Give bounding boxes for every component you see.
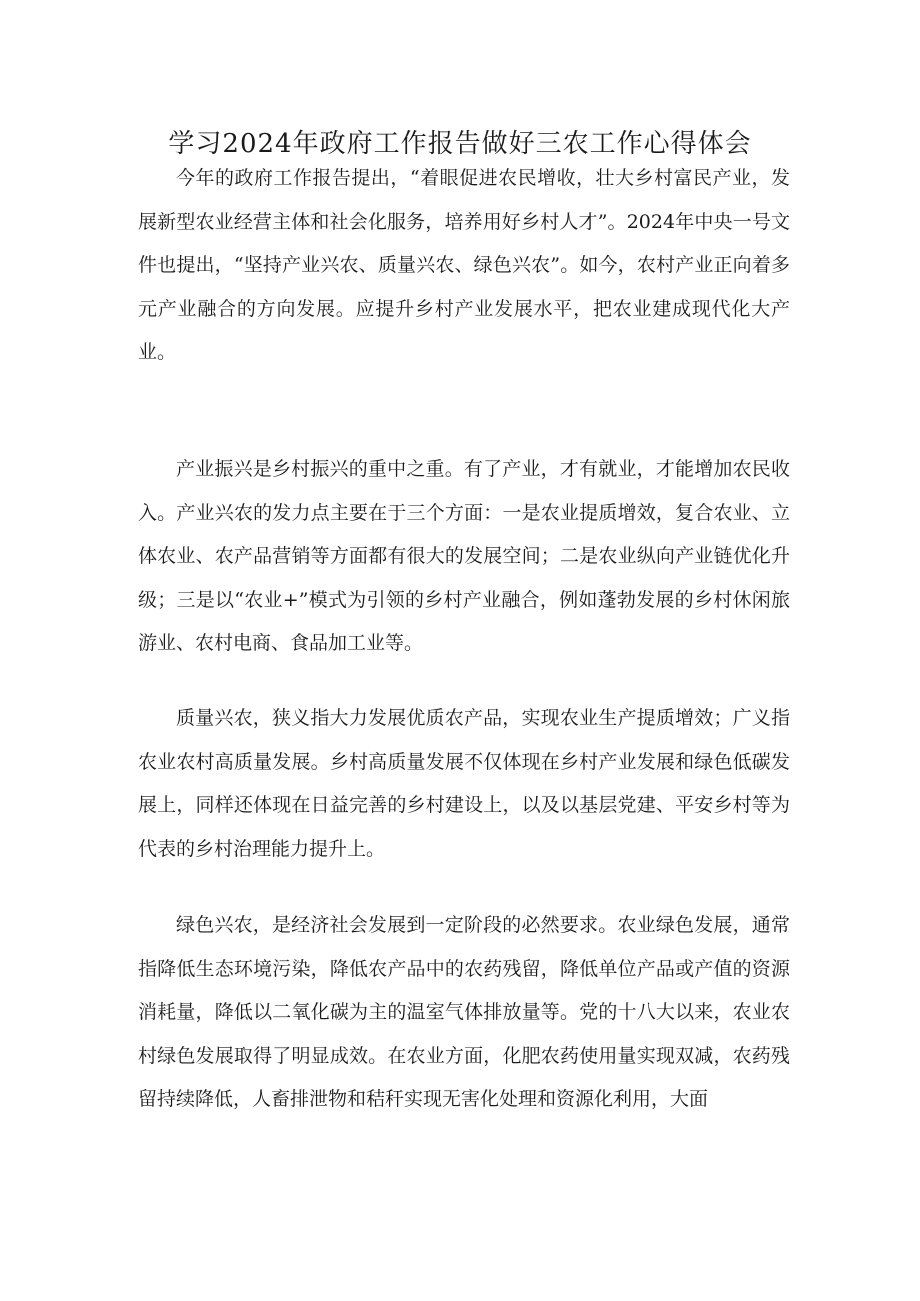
paragraph-4: 绿色兴农，是经济社会发展到一定阶段的必然要求。农业绿色发展，通常指降低生态环境污染，降低农产品中的农药残留，降低单位产品或产值的资源消耗量，降低以二氧化碳为主的温室气体排放量等。党的十八大以来，农业农村绿色发展取得了明显成效。在农业方面，化肥农药使用量实现双减，农药残留持续降低，人畜排泄物和秸秆实现无害化处理和资源化利用，大面: [138, 914, 790, 1110]
paragraph-3: 质量兴农，狭义指大力发展优质农产品，实现农业生产提质增效；广义指农业农村高质量发展。乡村高质量发展不仅体现在乡村产业发展和绿色低碳发展上，同样还体现在日益完善的乡村建设上，以及以基层党建、平安乡村等为代表的乡村治理能力提升上。: [138, 707, 790, 860]
paragraph-1: 今年的政府工作报告提出，“着眼促进农民增收，壮大乡村富民产业，发展新型农业经营主体和社会化服务，培养用好乡村人才”。2024年中央一号文件也提出，“坚持产业兴农、质量兴农、绿色兴农”。如今，农村产业正向着多元产业融合的方向发展。应提升乡村产业发展水平，把农业建成现代化大产业。: [138, 167, 790, 363]
paragraph-2: 产业振兴是乡村振兴的重中之重。有了产业，才有就业，才能增加农民收入。产业兴农的发力点主要在于三个方面：一是农业提质增效，复合农业、立体农业、农产品营销等方面都有很大的发展空间；二是农业纵向产业链优化升级；三是以“农业+”模式为引领的乡村产业融合，例如蓬勃发展的乡村休闲旅游业、农村电商、食品加工业等。: [138, 458, 790, 654]
document-title: 学习2024年政府工作报告做好三农工作心得体会: [168, 129, 752, 159]
